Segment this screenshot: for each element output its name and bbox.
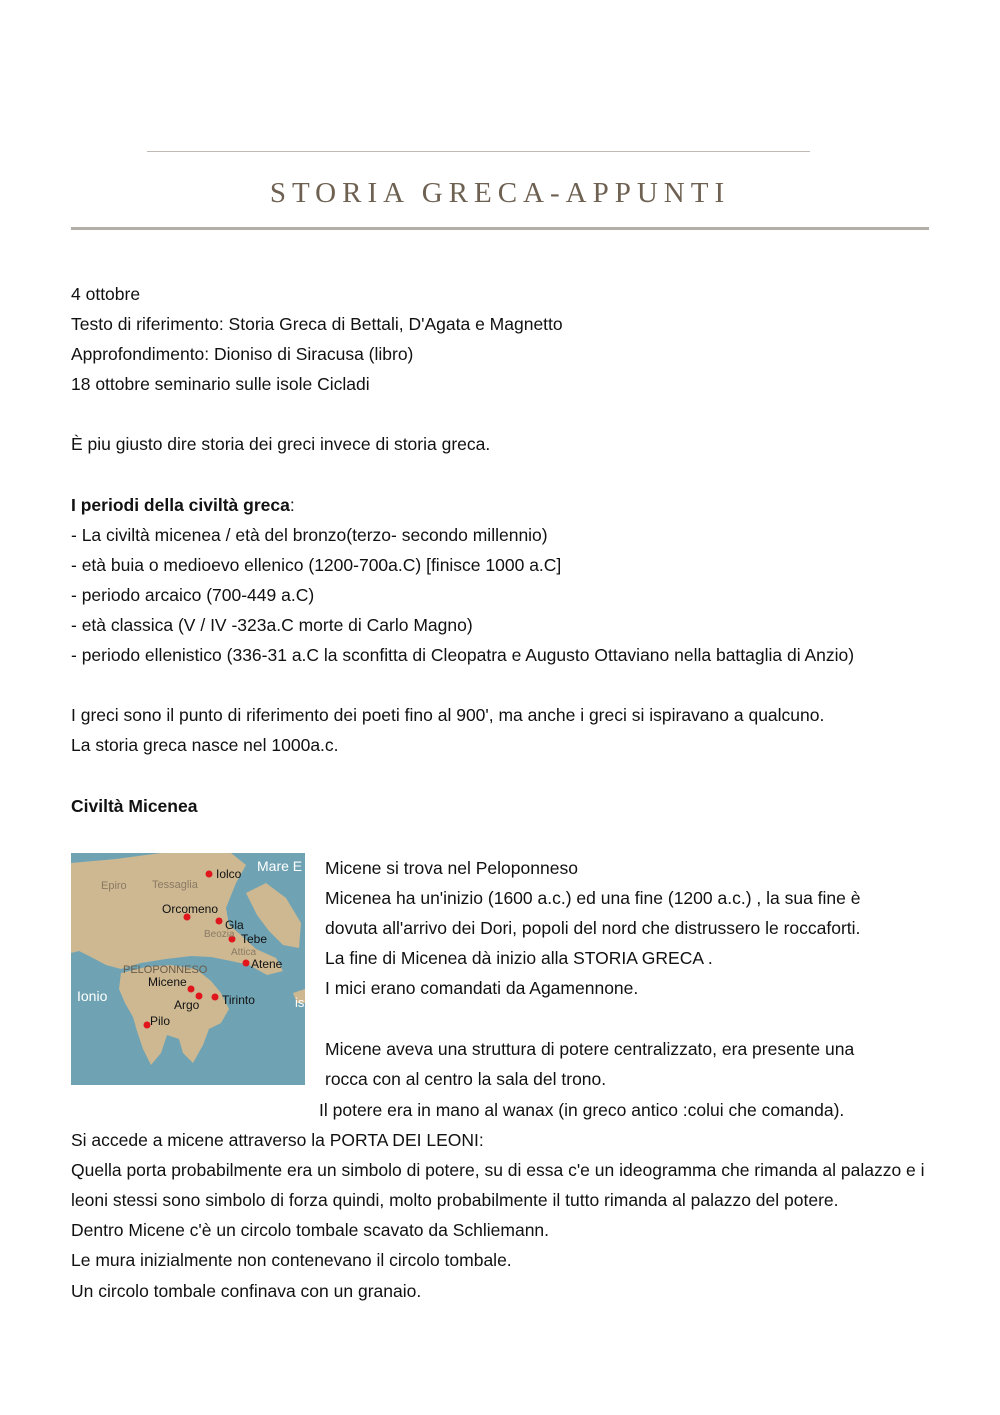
micenea-line: dovuta all'arrivo dei Dori, popoli del nord che distrussero le roccaforti. xyxy=(325,918,861,939)
map-label-orcomeno: Orcomeno xyxy=(162,902,219,916)
micenea-line: I mici erano comandati da Agamennone. xyxy=(325,978,639,999)
reference-line: La storia greca nasce nel 1000a.c. xyxy=(71,735,339,756)
micenea-line: La fine di Micenea dà inizio alla STORIA GRECA . xyxy=(325,948,713,969)
header-rule-bottom xyxy=(71,227,929,230)
map-label-is: is xyxy=(295,995,305,1010)
header-rule-top xyxy=(147,151,810,152)
period-item: - età classica (V / IV -323a.C morte di Carlo Magno) xyxy=(71,615,473,636)
map-label-gla: Gla xyxy=(225,918,244,932)
micenea-line: Micene aveva una struttura di potere centralizzato, era presente una xyxy=(325,1038,855,1059)
map-label-iolco: Iolco xyxy=(216,867,242,881)
map-label-epiro: Epiro xyxy=(101,880,127,892)
micenea-line: rocca con al centro la sala del trono. xyxy=(325,1068,607,1089)
reference-line: I greci sono il punto di riferimento dei poeti fino al 900', ma anche i greci si ispiravano a qualcuno. xyxy=(71,705,825,726)
micenea-paragraph: Quella porta probabilmente era un simbolo di potere, su di essa c'e un ideogramma che rimanda al palazzo e i leoni stessi sono simbolo di forza quindi, molto probabilmente il tutto rimanda al palazzo del potere. xyxy=(71,1160,925,1211)
greece-map xyxy=(71,853,305,1085)
map-label-tirinto: Tirinto xyxy=(222,993,255,1007)
map-label-mare: Mare E xyxy=(257,858,303,874)
micenea-line: Il potere era in mano al wanax (in greco antico :colui che comanda). xyxy=(319,1100,845,1120)
map-label-argo: Argo xyxy=(174,998,200,1012)
period-item: - periodo ellenistico (336-31 a.C la sconfitta di Cleopatra e Augusto Ottaviano nella battaglia di Anzio) xyxy=(71,645,855,666)
periods-heading: I periodi della civiltà greca: xyxy=(71,494,295,515)
intro-study-topic: Approfondimento: Dioniso di Siracusa (libro) xyxy=(71,344,414,365)
micenea-line: Micene si trova nel Peloponneso xyxy=(325,858,578,878)
main-text xyxy=(71,279,941,821)
note-line: È piu giusto dire storia dei greci invece di storia greca. xyxy=(71,434,491,455)
micenea-side-text xyxy=(325,853,945,1094)
intro-reference-text: Testo di riferimento: Storia Greca di Bettali, D'Agata e Magnetto xyxy=(71,314,563,335)
page-title: STORIA GRECA-APPUNTI xyxy=(269,177,731,209)
period-item: - età buia o medioevo ellenico (1200-700a.C) [finisce 1000 a.C] xyxy=(71,554,562,575)
micenea-line: Dentro Micene c'è un circolo tombale scavato da Schliemann. xyxy=(71,1220,550,1241)
map-label-pilo: Pilo xyxy=(150,1014,171,1028)
intro-date: 4 ottobre xyxy=(71,284,141,304)
map-label-ionio: Ionio xyxy=(77,988,108,1004)
micenea-line: Si accede a micene attraverso la PORTA DEI LEONI: xyxy=(71,1130,484,1151)
intro-seminar: 18 ottobre seminario sulle isole Cicladi xyxy=(71,374,370,395)
micenea-line: Un circolo tombale confinava con un granaio. xyxy=(71,1280,422,1301)
map-label-peloponneso: PELOPONNESO xyxy=(123,964,208,976)
map-label-attica: Attica xyxy=(231,947,257,958)
period-item: - periodo arcaico (700-449 a.C) xyxy=(71,584,315,605)
map-label-atene: Atene xyxy=(251,957,283,971)
map-label-tebe: Tebe xyxy=(241,932,268,946)
micenea-line: Le mura inizialmente non contenevano il circolo tombale. xyxy=(71,1250,512,1271)
map-label-micene: Micene xyxy=(148,975,187,989)
micenea-lower-text xyxy=(71,1095,941,1306)
map-label-tessaglia: Tessaglia xyxy=(152,879,198,891)
micenea-line: Micenea ha un'inizio (1600 a.c.) ed una fine (1200 a.c.) , la sua fine è xyxy=(325,888,861,909)
map-label-beozia: Beozia xyxy=(204,929,235,940)
period-item: - La civiltà micenea / età del bronzo(terzo- secondo millennio) xyxy=(71,524,548,545)
micenea-heading: Civiltà Micenea xyxy=(71,795,198,816)
